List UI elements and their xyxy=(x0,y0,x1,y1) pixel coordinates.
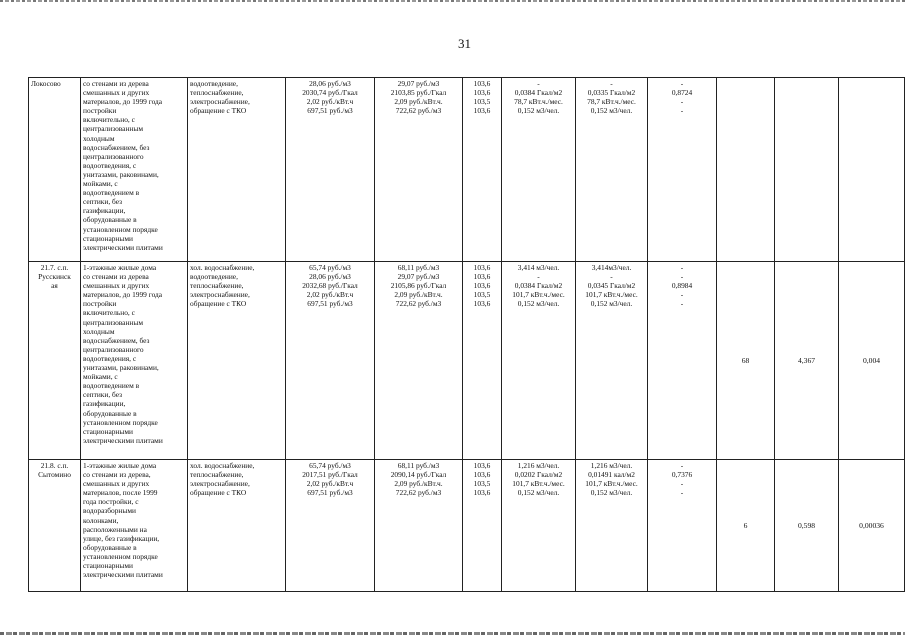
value-b-cell: 0,00036 xyxy=(839,460,905,592)
norm-1-cell: 3,414 м3/чел. - 0,0384 Гкал/м2 101,7 кВт.ч./мес. 0,152 м3/чел. xyxy=(502,262,576,460)
page-number: 31 xyxy=(458,36,471,51)
settlement-cell: Локосово xyxy=(29,78,81,262)
norm-2-cell: 1,216 м3/чел. 0,01491 кал/м2 101,7 кВт.ч./мес. 0,152 м3/чел. xyxy=(576,460,648,592)
count-cell: 68 xyxy=(717,262,775,460)
tariff-1-cell: 65,74 руб./м3 28,06 руб./м3 2032,68 руб./Гкал 2,02 руб./кВт.ч 697,51 руб./м3 xyxy=(286,262,375,460)
table-row xyxy=(29,78,905,262)
services-cell: хол. водоснабжение, водоотведение, теплоснабжение, электроснабжение, обращение с ТКО xyxy=(188,262,286,460)
count-cell: 6 xyxy=(717,460,775,592)
tariff-1-cell: 65,74 руб./м3 2017,51 руб./Гкал 2,02 руб./кВт.ч 697,51 руб./м3 xyxy=(286,460,375,592)
value-a-cell: 0,598 xyxy=(775,460,839,592)
empty-cell xyxy=(717,78,775,262)
coef-cell: - 0,7376 - - xyxy=(648,460,717,592)
scan-edge-top xyxy=(0,0,905,2)
description-cell: со стенами из дерева смешанных и других материалов, до 1999 года постройки включительно, с централизованным холодным водоснабжением, без централизованного водоотведения, с унитазами, раковинами, мойками, с водоотведением в септики, без газификации, оборудованные в установленном порядке стационарными электрическими плитами xyxy=(81,78,188,262)
tariff-1-cell: 28,06 руб./м3 2030,74 руб./Гкал 2,02 руб./кВт.ч 697,51 руб./м3 xyxy=(286,78,375,262)
services-cell: хол. водоснабжение, теплоснабжение, электроснабжение, обращение с ТКО xyxy=(188,460,286,592)
norm-2-cell: 3,414м3/чел. - 0,0345 Гкал/м2 101,7 кВт.ч./мес. 0,152 м3/чел. xyxy=(576,262,648,460)
table-row xyxy=(29,262,905,460)
table-row xyxy=(29,460,905,592)
value-b-cell: 0,004 xyxy=(839,262,905,460)
index-cell: 103,6 103,6 103,5 103,6 xyxy=(463,78,502,262)
empty-cell xyxy=(775,78,839,262)
services-cell: водоотведение, теплоснабжение, электроснабжение, обращение с ТКО xyxy=(188,78,286,262)
scan-edge-bottom xyxy=(0,632,905,635)
norm-1-cell: - 0,0384 Гкал/м2 78,7 кВт.ч./мес. 0,152 м3/чел. xyxy=(502,78,576,262)
value-a-cell: 4,367 xyxy=(775,262,839,460)
tariff-2-cell: 68,11 руб./м3 29,07 руб./м3 2105,86 руб./Гкал 2,09 руб./кВт.ч. 722,62 руб./м3 xyxy=(375,262,463,460)
tariff-table xyxy=(28,77,905,592)
empty-cell xyxy=(839,78,905,262)
tariff-2-cell: 29,07 руб./м3 2103,85 руб./Гкал 2,09 руб./кВт.ч. 722,62 руб./м3 xyxy=(375,78,463,262)
description-cell: 1-этажные жилые дома со стенами из дерева, смешанных и других материалов, после 1999 года постройки, с водоразборными колонками, расположенными на улице, без газификации, оборудованные в установленном порядке стационарными электрическими плитами xyxy=(81,460,188,592)
index-cell: 103,6 103,6 103,6 103,5 103,6 xyxy=(463,262,502,460)
description-cell: 1-этажные жилые дома со стенами из дерева смешанных и других материалов, до 1999 года постройки включительно, с централизованным холодным водоснабжением, без централизованного водоотведения, с унитазами, раковинами, мойками, с водоотведением в септики, без газификации, оборудованные в установленном порядке стационарными электрическими плитами xyxy=(81,262,188,460)
coef-cell: - - 0,8984 - - xyxy=(648,262,717,460)
settlement-cell: 21.8. с.п. Сытомино xyxy=(29,460,81,592)
norm-2-cell: - 0,0335 Гкал/м2 78,7 кВт.ч./мес. 0,152 м3/чел. xyxy=(576,78,648,262)
coef-cell: - 0,8724 - - xyxy=(648,78,717,262)
settlement-cell: 21.7. с.п. Русскинск ая xyxy=(29,262,81,460)
index-cell: 103,6 103,6 103,5 103,6 xyxy=(463,460,502,592)
norm-1-cell: 1,216 м3/чел. 0,0202 Гкал/м2 101,7 кВт.ч./мес. 0,152 м3/чел. xyxy=(502,460,576,592)
tariff-2-cell: 68,11 руб./м3 2090,14 руб./Гкал 2,09 руб./кВт.ч. 722,62 руб./м3 xyxy=(375,460,463,592)
